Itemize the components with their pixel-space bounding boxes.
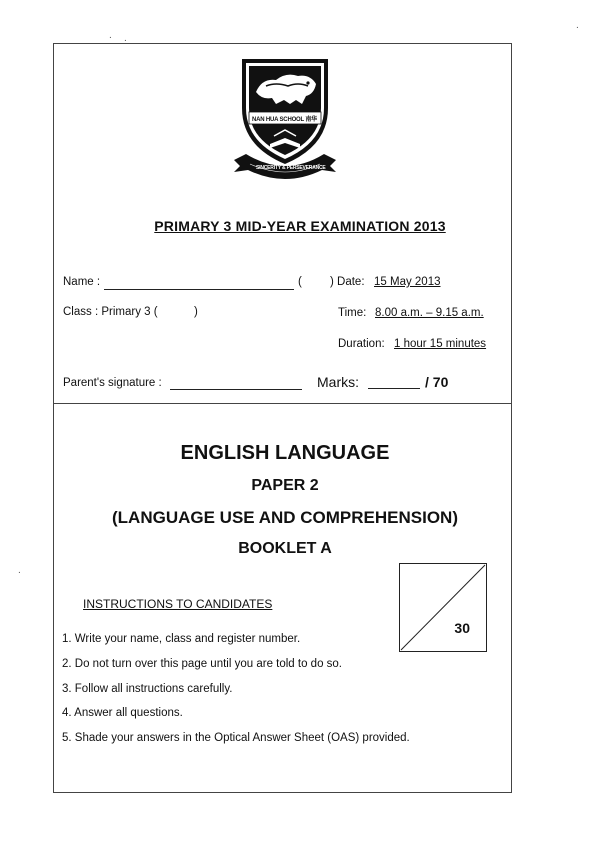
school-crest-logo — [232, 56, 338, 180]
instruction-item: 5. Shade your answers in the Optical Answer Sheet (OAS) provided. — [62, 732, 410, 744]
duration-label: Duration: — [338, 338, 385, 350]
marks-blank-line — [368, 375, 420, 389]
scan-speck: . — [124, 33, 127, 44]
instruction-item: 3. Follow all instructions carefully. — [62, 683, 233, 695]
parent-signature-label: Parent's signature : — [63, 377, 162, 389]
class-label: Class : Primary 3 ( — [63, 306, 158, 318]
crest-banner-text: NAN HUA SCHOOL 南华 — [252, 117, 317, 123]
marks-label: Marks: — [317, 374, 359, 390]
paper-number: PAPER 2 — [251, 477, 319, 494]
marks-total: / 70 — [425, 374, 449, 390]
duration-value: 1 hour 15 minutes — [394, 338, 487, 350]
section-divider — [53, 403, 512, 404]
name-label: Name : — [63, 276, 101, 288]
class-paren-close: ) — [194, 306, 198, 318]
scan-speck: . — [18, 565, 21, 576]
scan-speck: . — [109, 30, 112, 41]
paper-subtitle: (LANGUAGE USE AND COMPREHENSION) — [112, 508, 458, 527]
instruction-item: 4. Answer all questions. — [62, 707, 183, 719]
time-label: Time: — [338, 307, 367, 319]
date-label: ) Date: — [330, 276, 365, 288]
instructions-heading: INSTRUCTIONS TO CANDIDATES — [83, 597, 273, 611]
score-box-max: 30 — [454, 620, 470, 636]
score-box — [399, 563, 487, 652]
score-box-diagonal — [400, 564, 486, 651]
instruction-item: 2. Do not turn over this page until you are told to do so. — [62, 658, 343, 670]
date-value: 15 May 2013 — [374, 276, 441, 288]
scan-speck: . — [576, 20, 579, 31]
name-blank-line — [104, 277, 294, 290]
exam-title: PRIMARY 3 MID-YEAR EXAMINATION 2013 — [154, 218, 446, 234]
booklet-label: BOOKLET A — [238, 540, 332, 557]
subject-title: ENGLISH LANGUAGE — [180, 442, 390, 464]
crest-motto-text: SINCERITY & PERSEVERANCE — [256, 165, 326, 171]
time-value: 8.00 a.m. – 9.15 a.m. — [375, 307, 484, 319]
parent-signature-line — [170, 377, 302, 390]
instruction-item: 1. Write your name, class and register number. — [62, 633, 301, 645]
register-paren-open: ( — [298, 276, 302, 288]
